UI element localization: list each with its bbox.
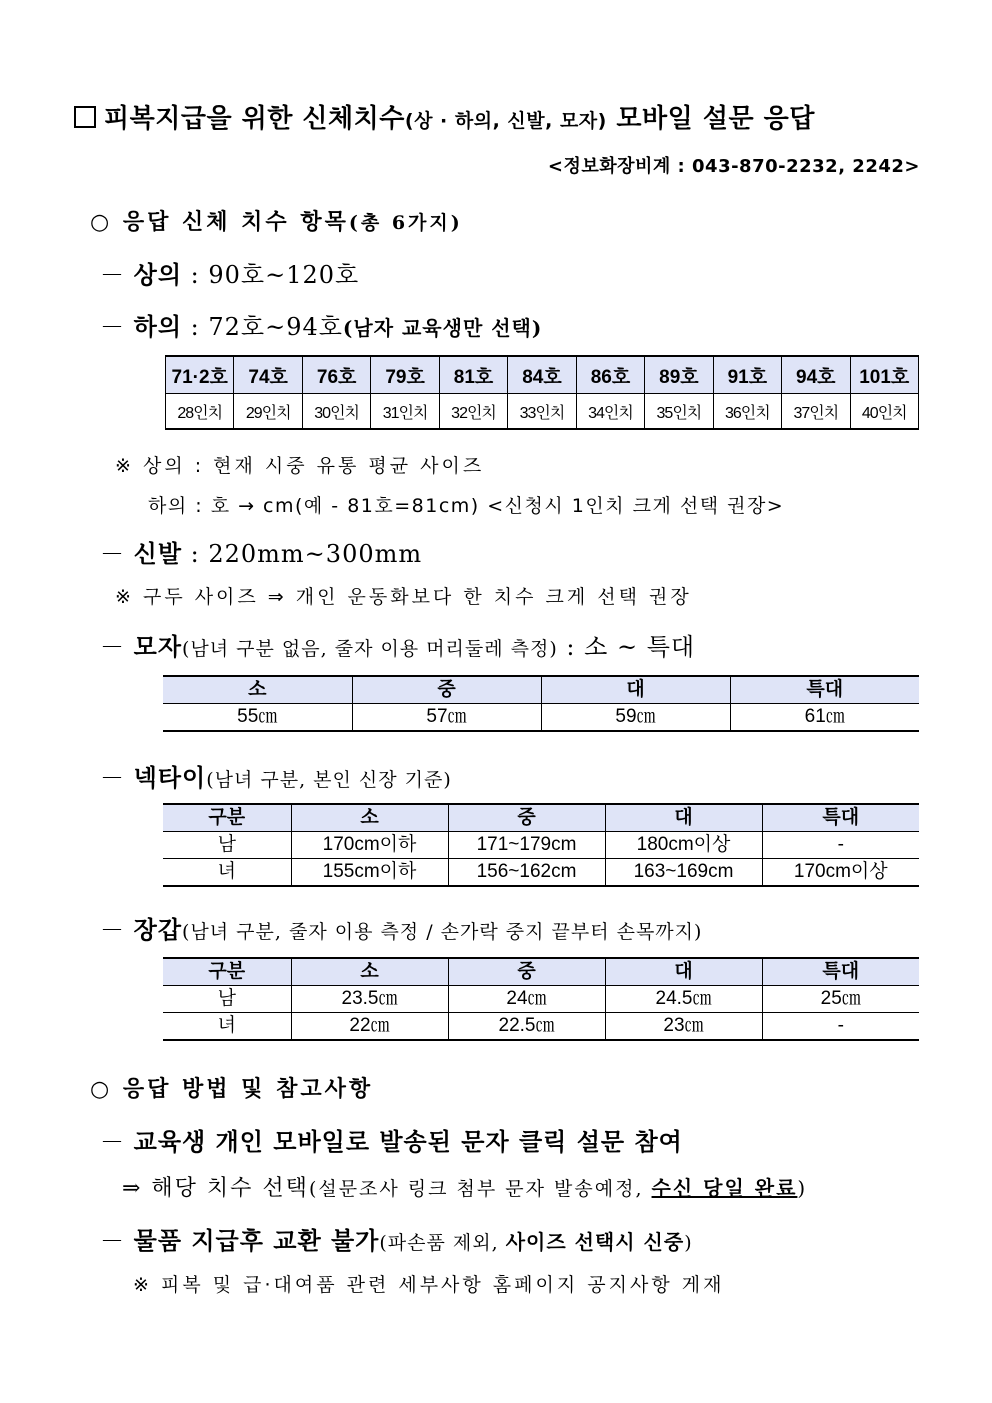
table-cell: 71·2호 — [166, 356, 234, 394]
table-cell: 중 — [448, 958, 605, 986]
dash: － — [100, 764, 125, 792]
table-cell: 23.5㎝ — [291, 986, 448, 1013]
table-cell: 94호 — [782, 356, 850, 394]
table-cell: 34인치 — [576, 394, 644, 430]
gloves-size-table — [163, 957, 919, 1041]
table-cell: 대 — [605, 958, 762, 986]
checkbox-square-icon — [74, 106, 96, 128]
dash: － — [100, 313, 125, 341]
table-row — [166, 356, 919, 394]
table-cell: 구분 — [163, 804, 291, 832]
table-cell: - — [762, 832, 919, 859]
table-cell: 24㎝ — [448, 986, 605, 1013]
hat-value: : 소 ~ 특대 — [557, 633, 696, 661]
exchange-item — [100, 1221, 693, 1256]
table-cell: 180cm이상 — [605, 832, 762, 859]
table-cell: 남 — [163, 832, 291, 859]
table-cell: 31인치 — [371, 394, 439, 430]
method-sub — [122, 1171, 807, 1202]
page-title — [74, 98, 815, 135]
table-cell: 101호 — [850, 356, 918, 394]
table-cell: 156~162cm — [448, 859, 605, 887]
table-cell: 특대 — [762, 804, 919, 832]
dash: － — [100, 916, 125, 944]
table-cell: 25㎝ — [762, 986, 919, 1013]
section1-heading-text: ○ 응답 신체 치수 항목 — [90, 209, 349, 235]
bottom-label: 하의 — [133, 312, 183, 341]
section2-heading: ○ 응답 방법 및 참고사항 — [90, 1076, 374, 1102]
shoes-label: 신발 — [133, 539, 183, 568]
table-cell: 남 — [163, 986, 291, 1013]
contact-info: <정보화장비계 : 043-870-2232, 2242> — [547, 156, 920, 177]
table-cell: 32인치 — [439, 394, 507, 430]
method-text: 교육생 개인 모바일로 발송된 문자 클릭 설문 참여 — [133, 1127, 683, 1156]
shoes-size-item — [100, 534, 422, 569]
table-cell: 89호 — [645, 356, 713, 394]
title-paren: (상 · 하의, 신발, 모자) — [404, 110, 607, 132]
section1-heading-paren: (총 6가지) — [348, 212, 463, 234]
table-row — [163, 986, 919, 1013]
table-cell: 79호 — [371, 356, 439, 394]
table-cell: 중 — [352, 676, 541, 704]
hat-size-item — [100, 627, 695, 662]
shoes-note: ※ 구두 사이즈 ⇒ 개인 운동화보다 한 치수 크게 선택 권장 — [115, 586, 692, 608]
top-value: : 90호~120호 — [182, 261, 360, 289]
table-cell: 81호 — [439, 356, 507, 394]
table-cell: 37인치 — [782, 394, 850, 430]
table-cell: 91호 — [713, 356, 781, 394]
bottom-size-table — [165, 355, 919, 430]
title-tail: 모바일 설문 응답 — [616, 104, 815, 134]
table-row — [163, 676, 919, 704]
section1-heading — [90, 205, 463, 236]
dash: － — [100, 261, 125, 289]
table-cell: 57㎝ — [352, 704, 541, 732]
table-cell: 대 — [541, 676, 730, 704]
top-label: 상의 — [133, 260, 183, 289]
table-cell: 84호 — [508, 356, 576, 394]
table-row — [163, 958, 919, 986]
tie-size-table — [163, 803, 919, 887]
bottom-value: : 72호~94호 — [182, 313, 343, 341]
table-cell: 소 — [291, 804, 448, 832]
gloves-size-item — [100, 910, 702, 945]
table-cell: 76호 — [302, 356, 370, 394]
table-cell: 74호 — [234, 356, 302, 394]
table-cell: 35인치 — [645, 394, 713, 430]
table-cell: 22.5㎝ — [448, 1013, 605, 1041]
bottom-note: (남자 교육생만 선택) — [342, 316, 543, 340]
table-cell: 중 — [448, 804, 605, 832]
table-cell: 28인치 — [166, 394, 234, 430]
table-cell: 소 — [291, 958, 448, 986]
table-cell: 29인치 — [234, 394, 302, 430]
method-sub-emphasis: 수신 당일 완료 — [651, 1176, 798, 1200]
table-cell: 녀 — [163, 859, 291, 887]
top-size-item — [100, 255, 359, 290]
shoes-value: : 220mm~300mm — [182, 540, 423, 568]
table-cell: 특대 — [762, 958, 919, 986]
table-cell: 55㎝ — [163, 704, 352, 732]
exchange-text: 물품 지급후 교환 불가 — [133, 1226, 380, 1255]
tie-label: 넥타이 — [133, 763, 207, 792]
gloves-label: 장갑 — [133, 915, 183, 944]
table-row — [163, 804, 919, 832]
table-cell: 구분 — [163, 958, 291, 986]
hat-label: 모자 — [133, 632, 183, 661]
table-cell: 86호 — [576, 356, 644, 394]
dash: － — [100, 1128, 125, 1156]
bottom-size-item — [100, 307, 542, 342]
table-row — [166, 394, 919, 430]
table-cell: 170cm이하 — [291, 832, 448, 859]
table-cell: 170cm이상 — [762, 859, 919, 887]
table-cell: 36인치 — [713, 394, 781, 430]
table-cell: 59㎝ — [541, 704, 730, 732]
table-cell: 녀 — [163, 1013, 291, 1041]
top-note: ※ 상의 : 현재 시중 유통 평균 사이즈 — [115, 455, 485, 477]
dash: － — [100, 1227, 125, 1255]
table-cell: 40인치 — [850, 394, 918, 430]
tie-paren: (남녀 구분, 본인 신장 기준) — [206, 769, 452, 791]
table-cell: 23㎝ — [605, 1013, 762, 1041]
table-cell: 171~179cm — [448, 832, 605, 859]
title-main: 피복지급을 위한 신체치수 — [104, 104, 405, 134]
method-sub-paren-close: ) — [797, 1176, 808, 1200]
table-cell: 163~169cm — [605, 859, 762, 887]
table-row — [163, 832, 919, 859]
exchange-paren-close: ) — [684, 1232, 693, 1254]
table-row — [163, 704, 919, 732]
hat-paren: (남녀 구분 없음, 줄자 이용 머리둘레 측정) — [182, 638, 558, 660]
table-cell: 33인치 — [508, 394, 576, 430]
tie-size-item — [100, 758, 452, 793]
method-item — [100, 1122, 683, 1157]
exchange-paren: (파손품 제외, — [379, 1232, 506, 1254]
table-cell: 61㎝ — [730, 704, 919, 732]
table-cell: - — [762, 1013, 919, 1041]
table-cell: 30인치 — [302, 394, 370, 430]
hat-size-table — [163, 675, 919, 732]
gloves-paren: (남녀 구분, 줄자 이용 측정 / 손가락 중지 끝부터 손목까지) — [182, 921, 703, 943]
method-sub-prefix: ⇒ 해당 치수 선택 — [122, 1176, 309, 1201]
exchange-emphasis: 사이즈 선택시 신중 — [505, 1230, 685, 1254]
table-row — [163, 859, 919, 887]
dash: － — [100, 633, 125, 661]
table-cell: 155cm이하 — [291, 859, 448, 887]
table-cell: 대 — [605, 804, 762, 832]
table-cell: 소 — [163, 676, 352, 704]
homepage-note: ※ 피복 및 급·대여품 관련 세부사항 홈페이지 공지사항 게재 — [133, 1274, 725, 1296]
table-cell: 22㎝ — [291, 1013, 448, 1041]
table-row — [163, 1013, 919, 1041]
bottom-note-detail: 하의 : 호 → cm(예 - 81호=81cm) <신청시 1인치 크게 선택 권장> — [148, 495, 785, 517]
dash: － — [100, 540, 125, 568]
method-sub-paren: (설문조사 링크 첨부 문자 발송예정, — [308, 1178, 652, 1200]
table-cell: 24.5㎝ — [605, 986, 762, 1013]
table-cell: 특대 — [730, 676, 919, 704]
